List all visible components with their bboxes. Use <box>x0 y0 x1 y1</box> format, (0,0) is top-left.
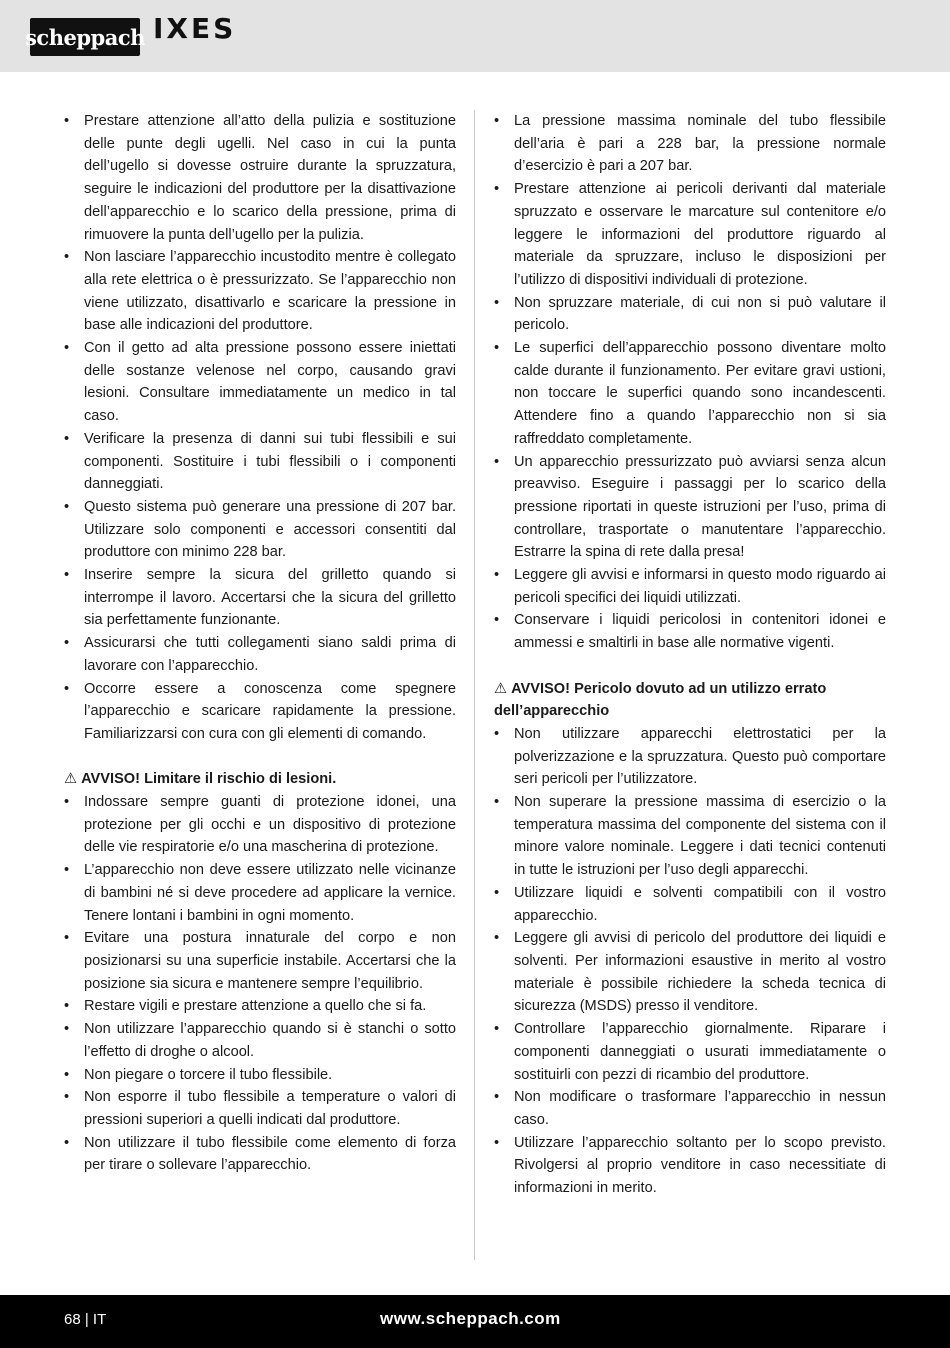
left-list-2 <box>64 791 456 1177</box>
list-item: • Utilizzare l’apparecchio soltanto per lo scopo previsto. Rivolgersi al proprio venditore in caso necessitiate di informazioni in merito. <box>494 1132 886 1200</box>
list-item: • Non utilizzare il tubo flessibile come elemento di forza per tirare o sollevare l’apparecchio. <box>64 1132 456 1177</box>
list-item: • Non lasciare l’apparecchio incustodito mentre è collegato alla rete elettrica o è pressurizzato. Se l’apparecchio non viene utilizzato, disattivarlo e scaricare la pressione in base alle indicazioni del produttore. <box>64 246 456 337</box>
right-list-2 <box>494 723 886 1200</box>
list-item: • Non superare la pressione massima di esercizio o la temperatura massima del componente del sistema con il minore valore nominale. Leggere i dati tecnici contenuti in tutte le istruzioni per l’uso degli apparecchi. <box>494 791 886 882</box>
list-item: • L’apparecchio non deve essere utilizzato nelle vicinanze di bambini né si deve procedere ad applicare la vernice. Tenere lontani i bambini in ogni momento. <box>64 859 456 927</box>
left-list-1 <box>64 110 456 746</box>
right-column <box>494 110 886 1200</box>
list-item: • Conservare i liquidi pericolosi in contenitori idonei e ammessi e smaltirli in base alle normative vigenti. <box>494 609 886 654</box>
left-column <box>64 110 456 1177</box>
list-item: • Verificare la presenza di danni sui tubi flessibili e sui componenti. Sostituire i tubi flessibili o i componenti danneggiati. <box>64 428 456 496</box>
list-item: • Con il getto ad alta pressione possono essere iniettati delle sostanze velenose nel corpo, causando gravi lesioni. Consultare immediatamente un medico in tal caso. <box>64 337 456 428</box>
list-item: • Non modificare o trasformare l’apparecchio in nessun caso. <box>494 1086 886 1131</box>
list-item: • Prestare attenzione ai pericoli derivanti dal materiale spruzzato e osservare le marcature sul contenitore e/o leggere le informazioni del produttore riguardo al materiale da spruzzare, incluso le disposizioni per l’utilizzo di dispositivi individuali di protezione. <box>494 178 886 292</box>
list-item: • Controllare l’apparecchio giornalmente. Riparare i componenti danneggiati o usurati immediatamente o sostituirli con pezzi di ricambio del produttore. <box>494 1018 886 1086</box>
list-item: • Utilizzare liquidi e solventi compatibili con il vostro apparecchio. <box>494 882 886 927</box>
column-divider <box>474 110 475 1260</box>
list-item: • Prestare attenzione all’atto della pulizia e sostituzione delle punte degli ugelli. Nel caso in cui la punta dell’ugello si dovesse ostruire durante la spruzzatura, seguire le indicazioni del produttore per la disattivazione dell’apparecchio e lo scarico della pressione, prima di rimuovere la punta dell’ugello per la pulizia. <box>64 110 456 246</box>
right-list-1 <box>494 110 886 655</box>
list-item: • Leggere gli avvisi di pericolo del produttore dei liquidi e solventi. Per informazioni esaustive in merito al vostro materiale è possibile richiedere la scheda tecnica di sicurezza (MSDS) presso il venditore. <box>494 927 886 1018</box>
warning-triangle-icon: ⚠ <box>64 771 78 788</box>
page-number: 68 | IT <box>64 1311 107 1328</box>
warning-heading-right <box>494 678 886 723</box>
warning-heading-left <box>64 768 456 791</box>
scheppach-logo <box>25 18 145 56</box>
list-item: • Restare vigili e prestare attenzione a quello che si fa. <box>64 995 456 1018</box>
list-item: • Non piegare o torcere il tubo flessibile. <box>64 1064 456 1087</box>
warning-title: AVVISO! Pericolo dovuto ad un utilizzo errato dell’apparecchio <box>494 680 827 720</box>
list-item: • Non spruzzare materiale, di cui non si può valutare il pericolo. <box>494 292 886 337</box>
list-item: • Le superfici dell’apparecchio possono diventare molto calde durante il funzionamento. Per evitare gravi ustioni, non toccare le superfici quando sono incandescenti. Attendere fino a quando l’apparecchio non si sia raffreddato completamente. <box>494 337 886 451</box>
list-item: • Inserire sempre la sicura del grilletto quando si interrompe il lavoro. Accertarsi che la sicura del grilletto sia perfettamente funzionante. <box>64 564 456 632</box>
list-item: • Non utilizzare apparecchi elettrostatici per la polverizzazione e la spruzzatura. Questo può comportare seri pericoli per l’utilizzatore. <box>494 723 886 791</box>
list-item: • Assicurarsi che tutti collegamenti siano saldi prima di lavorare con l’apparecchio. <box>64 632 456 677</box>
ixes-logo: IXES <box>153 12 237 45</box>
website-link[interactable]: www.scheppach.com <box>380 1309 561 1328</box>
list-item: • Non esporre il tubo flessibile a temperature o valori di pressioni superiori a quelli indicati dal produttore. <box>64 1086 456 1131</box>
list-item: • Occorre essere a conoscenza come spegnere l’apparecchio e scaricare rapidamente la pressione. Familiarizzarsi con cura con gli elementi di comando. <box>64 678 456 746</box>
warning-title: AVVISO! Limitare il rischio di lesioni. <box>81 771 337 788</box>
page-header <box>0 0 950 72</box>
list-item: • Questo sistema può generare una pressione di 207 bar. Utilizzare solo componenti e accessori consentiti dal produttore con minimo 228 bar. <box>64 496 456 564</box>
logo-text: scheppach <box>25 24 145 50</box>
list-item: • Indossare sempre guanti di protezione idonei, una protezione per gli occhi e un dispositivo di protezione delle vie respiratorie e/o una mascherina di protezione. <box>64 791 456 859</box>
page-footer <box>0 1295 950 1348</box>
list-item: • La pressione massima nominale del tubo flessibile dell’aria è pari a 228 bar, la pressione normale d’esercizio è pari a 207 bar. <box>494 110 886 178</box>
list-item: • Un apparecchio pressurizzato può avviarsi senza alcun preavviso. Eseguire i passaggi per lo scarico della pressione riportati in queste istruzioni per l’uso, prima di controllare, trasportate o manutentare l’apparecchio. Estrarre la spina di rete dalla presa! <box>494 451 886 565</box>
list-item: • Non utilizzare l’apparecchio quando si è stanchi o sotto l’effetto di droghe o alcool. <box>64 1018 456 1063</box>
warning-triangle-icon: ⚠ <box>494 680 508 697</box>
list-item: • Evitare una postura innaturale del corpo e non posizionarsi su una superficie instabile. Accertarsi che la posizione sia sicura e mantenere sempre l’equilibrio. <box>64 927 456 995</box>
list-item: • Leggere gli avvisi e informarsi in questo modo riguardo ai pericoli specifici dei liquidi utilizzati. <box>494 564 886 609</box>
